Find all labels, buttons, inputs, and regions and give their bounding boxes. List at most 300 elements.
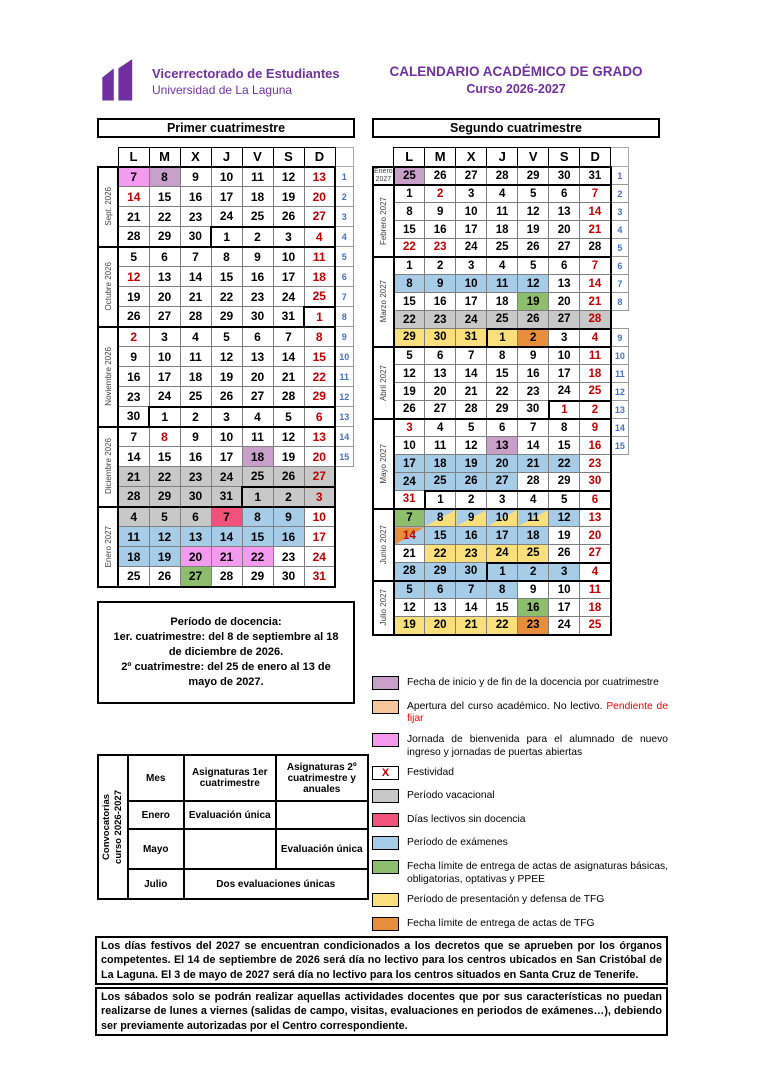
- day-cell: 12: [118, 267, 149, 287]
- day-cell: 24: [149, 387, 180, 407]
- day-cell: 2: [425, 185, 456, 203]
- legend-label-text: Jornada de bienvenida para el alumnado de nuevo ingreso y jornadas de puertas abiertas: [407, 733, 668, 758]
- day-cell: 11: [487, 203, 518, 221]
- day-cell: 21: [518, 455, 549, 473]
- day-cell: 23: [180, 467, 211, 487]
- day-cell: 28: [273, 387, 304, 407]
- day-cell: 4: [487, 185, 518, 203]
- day-cell: 14: [580, 275, 611, 293]
- day-cell: 6: [242, 327, 273, 347]
- day-cell: 21: [580, 221, 611, 239]
- day-cell: 9: [425, 203, 456, 221]
- org-name: Vicerrectorado de Estudiantes: [152, 66, 340, 81]
- day-header: V: [518, 148, 549, 167]
- day-cell: 15: [394, 293, 425, 311]
- teaching-period-line2: 2º cuatrimestre: del 25 de enero al 13 de mayo de 2027.: [121, 660, 331, 688]
- day-cell: 17: [149, 367, 180, 387]
- day-cell: 29: [149, 227, 180, 247]
- day-cell: 22: [394, 239, 425, 257]
- month-label: [98, 167, 118, 247]
- day-cell: 23: [518, 383, 549, 401]
- day-cell: 17: [394, 455, 425, 473]
- festividad-x-icon: X: [372, 766, 399, 780]
- day-cell: 25: [242, 207, 273, 227]
- month-label: [373, 419, 394, 509]
- day-cell: 25: [425, 473, 456, 491]
- day-cell: 16: [580, 437, 611, 455]
- day-cell: 12: [518, 203, 549, 221]
- day-cell: 2: [118, 327, 149, 347]
- day-cell: 30: [242, 307, 273, 327]
- day-cell: 22: [487, 617, 518, 635]
- day-header: L: [394, 148, 425, 167]
- day-cell: 12: [394, 599, 425, 617]
- day-cell: 3: [549, 329, 580, 347]
- legend-swatch: [372, 893, 399, 907]
- week-number: 7: [335, 287, 353, 307]
- legend: [372, 676, 668, 934]
- conv-header-asig1: Asignaturas 1er cuatrimestre: [184, 755, 276, 801]
- day-cell: 1: [394, 257, 425, 275]
- legend-label-text: Apertura del curso académico. No lectivo.: [407, 700, 607, 712]
- day-cell: 16: [180, 187, 211, 207]
- day-cell: 26: [456, 473, 487, 491]
- day-cell: 13: [242, 347, 273, 367]
- day-cell: 17: [549, 365, 580, 383]
- conv-month-mayo: Mayo: [128, 829, 184, 869]
- day-cell: 23: [425, 311, 456, 329]
- legend-label-pending: Pendiente de fijar: [407, 700, 668, 725]
- day-cell: 15: [549, 437, 580, 455]
- day-cell: 22: [149, 467, 180, 487]
- day-cell: 28: [118, 487, 149, 507]
- title-block: [368, 64, 664, 96]
- month-label-text: Marzo 2027: [378, 280, 388, 323]
- week-number: 1: [611, 167, 629, 185]
- day-cell: 3: [394, 419, 425, 437]
- week-number: 6: [335, 267, 353, 287]
- day-cell: 27: [304, 207, 335, 227]
- legend-label: [407, 836, 508, 850]
- day-cell: 16: [518, 365, 549, 383]
- day-cell: 21: [118, 207, 149, 227]
- day-cell: 5: [211, 327, 242, 347]
- month-label-text: Abril 2027: [378, 364, 388, 401]
- month-column-spacer: [373, 148, 394, 167]
- day-cell: 27: [549, 311, 580, 329]
- day-cell: 27: [304, 467, 335, 487]
- legend-label-text: Período de exámenes: [407, 837, 508, 849]
- course-subtitle: Curso 2026-2027: [466, 82, 566, 96]
- legend-item: [372, 700, 668, 727]
- day-cell: 22: [242, 547, 273, 567]
- day-cell: 1: [425, 491, 456, 509]
- day-cell: 9: [180, 167, 211, 187]
- day-cell: 18: [180, 367, 211, 387]
- week-number: [335, 507, 353, 527]
- day-cell: 9: [456, 509, 487, 527]
- week-header: [611, 148, 629, 167]
- day-cell: 26: [149, 567, 180, 587]
- day-cell: 4: [242, 407, 273, 427]
- day-cell: 13: [425, 365, 456, 383]
- day-cell: 9: [273, 507, 304, 527]
- legend-swatch: [372, 733, 399, 747]
- day-cell: 26: [518, 311, 549, 329]
- week-number: 15: [611, 437, 629, 455]
- day-cell: 2: [456, 491, 487, 509]
- legend-label: [407, 700, 668, 727]
- day-cell: 30: [456, 563, 487, 581]
- day-cell: 12: [549, 509, 580, 527]
- day-cell: 29: [394, 329, 425, 347]
- day-cell: 26: [549, 545, 580, 563]
- day-cell: 25: [487, 311, 518, 329]
- day-cell: 4: [425, 419, 456, 437]
- day-cell: 3: [456, 185, 487, 203]
- month-label: [373, 167, 394, 185]
- day-cell: 19: [149, 547, 180, 567]
- legend-item: [372, 733, 668, 760]
- day-cell: 7: [456, 581, 487, 599]
- week-number: [611, 599, 629, 617]
- day-cell: 8: [149, 167, 180, 187]
- day-cell: 29: [425, 563, 456, 581]
- week-number: 12: [335, 387, 353, 407]
- day-cell: 28: [580, 311, 611, 329]
- day-cell: 14: [118, 187, 149, 207]
- day-cell: 10: [149, 347, 180, 367]
- day-cell: 22: [149, 207, 180, 227]
- convocatorias-table: [97, 754, 369, 900]
- day-cell: 9: [242, 247, 273, 267]
- day-cell: 20: [149, 287, 180, 307]
- legend-label: [407, 789, 495, 803]
- day-cell: 22: [211, 287, 242, 307]
- day-cell: 3: [273, 227, 304, 247]
- holidays-note: Los días festivos del 2027 se encuentran condicionados a los decretos que se aprueben por los órganos competentes. El 14 de septiembre de 2026 será día no lectivo para los centros ubicados en San Cristóbal de La Laguna. El 3 de mayo de 2027 será día no lectivo para los centros situados en Santa Cruz de Tenerife.: [95, 936, 668, 985]
- day-cell: 12: [273, 167, 304, 187]
- week-number: 3: [611, 203, 629, 221]
- day-cell: 26: [394, 401, 425, 419]
- month-label-text: Noviembre 2026: [103, 347, 113, 406]
- day-cell: 29: [149, 487, 180, 507]
- day-cell: 13: [549, 275, 580, 293]
- week-number: 8: [611, 293, 629, 311]
- day-cell: 19: [211, 367, 242, 387]
- first-semester-header: Primer cuatrimestre: [97, 118, 355, 138]
- day-cell: 7: [580, 185, 611, 203]
- day-cell: 12: [518, 275, 549, 293]
- day-cell: 15: [425, 527, 456, 545]
- week-number: [611, 311, 629, 329]
- day-cell: 18: [118, 547, 149, 567]
- day-cell: 5: [149, 507, 180, 527]
- day-cell: 2: [580, 401, 611, 419]
- legend-item: [372, 813, 668, 830]
- month-label-text: Junio 2027: [378, 525, 388, 565]
- month-label-text: Enero 2027: [374, 167, 393, 183]
- day-cell: 1: [394, 185, 425, 203]
- day-cell: 29: [211, 307, 242, 327]
- day-cell: 20: [487, 455, 518, 473]
- day-cell: 13: [549, 203, 580, 221]
- day-cell: 29: [487, 401, 518, 419]
- day-cell: 7: [456, 347, 487, 365]
- day-cell: 10: [211, 427, 242, 447]
- day-cell: 5: [273, 407, 304, 427]
- day-cell: 10: [487, 509, 518, 527]
- day-cell: 14: [273, 347, 304, 367]
- legend-swatch: [372, 676, 399, 690]
- month-label: [373, 509, 394, 581]
- day-cell: 6: [580, 491, 611, 509]
- day-cell: 27: [549, 239, 580, 257]
- day-cell: 23: [456, 545, 487, 563]
- legend-label-text: Fecha límite de entrega de actas de TFG: [407, 917, 595, 929]
- legend-swatch: [372, 700, 399, 714]
- day-cell: 20: [425, 383, 456, 401]
- day-cell: 11: [118, 527, 149, 547]
- day-cell: 6: [304, 407, 335, 427]
- month-label-text: Mayo 2027: [378, 443, 388, 484]
- day-cell: 29: [242, 567, 273, 587]
- day-cell: 8: [304, 327, 335, 347]
- day-cell: 5: [518, 185, 549, 203]
- day-cell: 2: [273, 487, 304, 507]
- day-cell: 30: [118, 407, 149, 427]
- month-label: [373, 185, 394, 257]
- day-cell: 25: [118, 567, 149, 587]
- day-cell: 14: [456, 365, 487, 383]
- day-cell: 18: [487, 221, 518, 239]
- week-number: [611, 455, 629, 473]
- week-number: 13: [335, 407, 353, 427]
- day-cell: 26: [211, 387, 242, 407]
- day-header: S: [273, 148, 304, 167]
- day-cell: 19: [118, 287, 149, 307]
- day-cell: 9: [425, 275, 456, 293]
- day-cell: 31: [273, 307, 304, 327]
- legend-label-text: Fecha límite de entrega de actas de asignaturas básicas, obligatorias, optativas y PPEE: [407, 860, 669, 885]
- day-cell: 1: [242, 487, 273, 507]
- day-cell: 6: [549, 185, 580, 203]
- week-number: [611, 527, 629, 545]
- day-cell: 17: [549, 599, 580, 617]
- conv-enero-asig2: [276, 801, 368, 829]
- day-cell: 18: [487, 293, 518, 311]
- day-cell: 25: [180, 387, 211, 407]
- day-cell: 11: [580, 581, 611, 599]
- day-cell: 13: [304, 167, 335, 187]
- legend-swatch: [372, 836, 399, 850]
- week-number: [611, 491, 629, 509]
- week-number: 3: [335, 207, 353, 227]
- day-cell: 28: [394, 563, 425, 581]
- day-cell: 4: [180, 327, 211, 347]
- legend-item: [372, 676, 668, 693]
- day-cell: 28: [580, 239, 611, 257]
- day-cell: 10: [211, 167, 242, 187]
- day-cell: 28: [211, 567, 242, 587]
- legend-item: [372, 893, 668, 910]
- day-cell: 3: [456, 257, 487, 275]
- month-label: [373, 257, 394, 347]
- day-cell: 24: [487, 545, 518, 563]
- day-cell: 23: [118, 387, 149, 407]
- day-cell: 4: [518, 491, 549, 509]
- day-cell: 17: [456, 221, 487, 239]
- day-cell: 18: [242, 187, 273, 207]
- day-cell: 14: [180, 267, 211, 287]
- week-number: [611, 563, 629, 581]
- day-cell: 18: [242, 447, 273, 467]
- day-cell: 14: [394, 527, 425, 545]
- org-subtitle: Universidad de La Laguna: [152, 83, 293, 97]
- day-cell: 19: [273, 447, 304, 467]
- day-cell: 28: [118, 227, 149, 247]
- convocatorias-side-label: [98, 755, 128, 899]
- day-cell: 15: [487, 365, 518, 383]
- week-number: [611, 509, 629, 527]
- day-cell: 17: [273, 267, 304, 287]
- day-cell: 15: [149, 187, 180, 207]
- day-cell: 29: [518, 167, 549, 185]
- day-cell: 5: [518, 257, 549, 275]
- month-label: [373, 581, 394, 635]
- day-cell: 16: [425, 293, 456, 311]
- week-number: 5: [335, 247, 353, 267]
- day-cell: 10: [394, 437, 425, 455]
- day-cell: 27: [425, 401, 456, 419]
- day-cell: 24: [456, 311, 487, 329]
- day-cell: 25: [518, 545, 549, 563]
- day-cell: 3: [211, 407, 242, 427]
- day-cell: 21: [394, 545, 425, 563]
- day-cell: 10: [549, 347, 580, 365]
- day-cell: 18: [580, 599, 611, 617]
- day-cell: 25: [304, 287, 335, 307]
- day-cell: 30: [180, 227, 211, 247]
- day-cell: 19: [518, 221, 549, 239]
- day-cell: 7: [273, 327, 304, 347]
- day-cell: 30: [180, 487, 211, 507]
- day-cell: 7: [518, 419, 549, 437]
- conv-mayo-asig2: Evaluación única: [276, 829, 368, 869]
- day-cell: 1: [211, 227, 242, 247]
- legend-item: [372, 860, 668, 887]
- day-cell: 13: [180, 527, 211, 547]
- day-cell: 15: [242, 527, 273, 547]
- legend-label-text: Período vacacional: [407, 790, 495, 802]
- day-cell: 21: [211, 547, 242, 567]
- day-cell: 7: [394, 509, 425, 527]
- day-cell: 27: [456, 167, 487, 185]
- day-cell: 5: [118, 247, 149, 267]
- day-cell: 3: [149, 327, 180, 347]
- day-cell: 15: [149, 447, 180, 467]
- day-cell: 11: [242, 167, 273, 187]
- day-cell: 20: [304, 187, 335, 207]
- day-cell: 20: [549, 293, 580, 311]
- week-number: 9: [611, 329, 629, 347]
- day-cell: 24: [456, 239, 487, 257]
- day-cell: 19: [549, 527, 580, 545]
- day-cell: 24: [273, 287, 304, 307]
- month-label: [98, 327, 118, 427]
- day-cell: 6: [487, 419, 518, 437]
- day-cell: 4: [487, 257, 518, 275]
- day-cell: 5: [394, 347, 425, 365]
- day-cell: 10: [456, 275, 487, 293]
- legend-item: [372, 766, 668, 783]
- day-cell: 21: [580, 293, 611, 311]
- day-cell: 12: [149, 527, 180, 547]
- day-cell: 23: [518, 617, 549, 635]
- week-number: 14: [611, 419, 629, 437]
- day-cell: 11: [487, 275, 518, 293]
- day-cell: 29: [549, 473, 580, 491]
- day-cell: 4: [580, 563, 611, 581]
- day-cell: 27: [580, 545, 611, 563]
- conv-enero-asig1: Evaluación única: [184, 801, 276, 829]
- day-cell: 8: [487, 347, 518, 365]
- week-number: 9: [335, 327, 353, 347]
- day-cell: 22: [487, 383, 518, 401]
- day-cell: 27: [180, 567, 211, 587]
- day-cell: 2: [180, 407, 211, 427]
- day-cell: 17: [211, 447, 242, 467]
- first-semester-calendar: [97, 147, 354, 588]
- day-cell: 20: [242, 367, 273, 387]
- day-cell: 22: [304, 367, 335, 387]
- day-header: J: [487, 148, 518, 167]
- day-cell: 31: [580, 167, 611, 185]
- conv-julio-eval: Dos evaluaciones únicas: [184, 869, 368, 899]
- week-number: 7: [611, 275, 629, 293]
- day-cell: 9: [518, 347, 549, 365]
- day-cell: 21: [456, 383, 487, 401]
- day-cell: 18: [518, 527, 549, 545]
- day-header: M: [149, 148, 180, 167]
- day-cell: 15: [211, 267, 242, 287]
- week-number: 11: [335, 367, 353, 387]
- day-cell: 19: [394, 383, 425, 401]
- day-cell: 30: [273, 567, 304, 587]
- day-cell: 21: [180, 287, 211, 307]
- day-cell: 19: [456, 455, 487, 473]
- day-cell: 11: [580, 347, 611, 365]
- month-label-text: Febrero 2027: [378, 196, 388, 245]
- day-cell: 30: [518, 401, 549, 419]
- day-cell: 26: [518, 239, 549, 257]
- week-number: [335, 527, 353, 547]
- day-cell: 1: [549, 401, 580, 419]
- week-number: [611, 617, 629, 635]
- day-cell: 7: [580, 257, 611, 275]
- day-cell: 22: [394, 311, 425, 329]
- day-cell: 17: [211, 187, 242, 207]
- legend-label: [407, 917, 595, 931]
- week-number: 14: [335, 427, 353, 447]
- conv-header-asig2: Asignaturas 2º cuatrimestre y anuales: [276, 755, 368, 801]
- convocatorias-side-line2: curso 2026-2027: [112, 790, 124, 864]
- day-cell: 1: [304, 307, 335, 327]
- day-cell: 4: [580, 329, 611, 347]
- day-cell: 20: [304, 447, 335, 467]
- day-cell: 23: [425, 239, 456, 257]
- day-cell: 11: [518, 509, 549, 527]
